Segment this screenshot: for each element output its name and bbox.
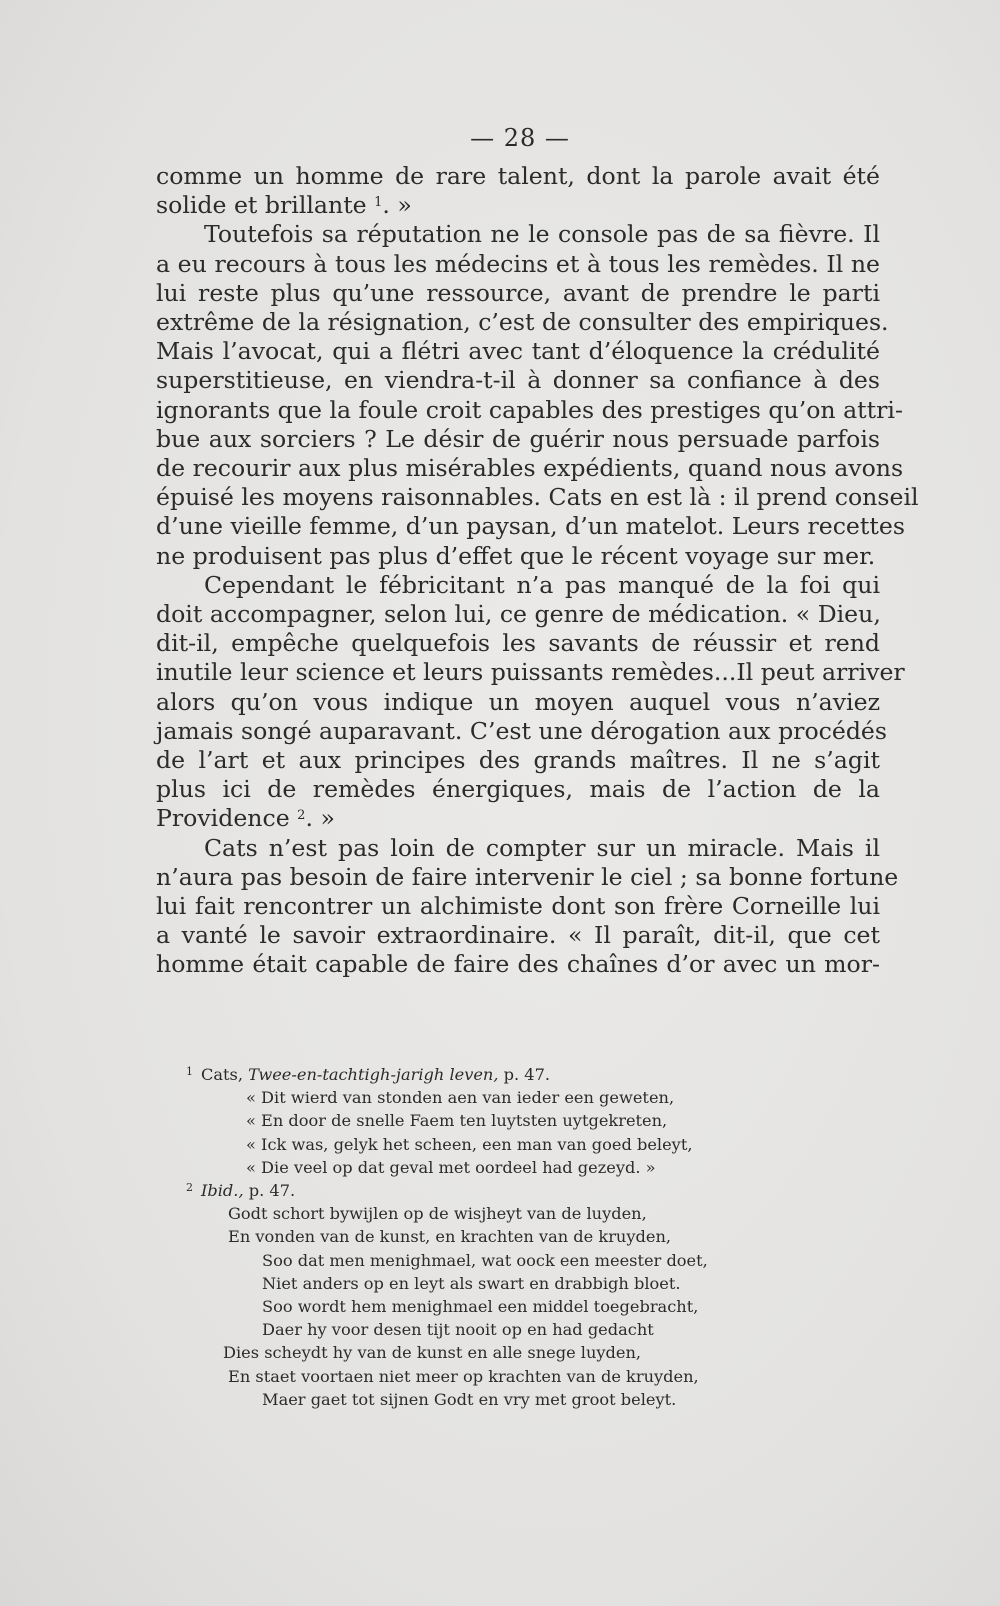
- footnote-ref[interactable]: 1: [374, 195, 383, 211]
- footnote-page: p. 47.: [248, 1181, 296, 1201]
- text-line: inutile leur science et leurs puissants remèdes...Il peut arriver: [156, 658, 905, 687]
- text-line: [156, 804, 880, 833]
- text-line: Cependant le fébricitant n’a pas manqué de la foi qui: [204, 570, 880, 599]
- footnote-verse-line: Soo dat men menighmael, wat oock een meester doet,: [262, 1250, 708, 1270]
- text-line: homme était capable de faire des chaînes d’or avec un mor-: [156, 950, 880, 979]
- footnote-verse-line: En staet voortaen niet meer op krachten van de kruyden,: [228, 1366, 699, 1386]
- text-line: épuisé les moyens raisonnables. Cats en est là : il prend conseil: [156, 483, 919, 512]
- text-line: jamais songé auparavant. C’est une dérogation aux procédés: [156, 716, 888, 745]
- footnote-verse-line: Dies scheydt hy van de kunst en alle snege luyden,: [223, 1343, 642, 1363]
- text-line: superstitieuse, en viendra-t-il à donner sa confiance à des: [156, 366, 880, 395]
- text-line: Cats n’est pas loin de compter sur un miracle. Mais il: [204, 833, 880, 862]
- footnote-verse-line: Godt schort bywijlen op de wisjheyt van de luyden,: [228, 1204, 647, 1224]
- footnote-verse-line: Daer hy voor desen tijt nooit op en had gedacht: [262, 1320, 654, 1340]
- text-fragment: . »: [382, 191, 412, 220]
- text-fragment: Providence: [156, 804, 290, 833]
- footnote-marker: 1: [186, 1065, 193, 1078]
- text-line: de l’art et aux principes des grands maîtres. Il ne s’agit: [156, 746, 880, 775]
- text-line: alors qu’on vous indique un moyen auquel vous n’aviez: [156, 687, 880, 716]
- footnote-verse-line: Maer gaet tot sijnen Godt en vry met groot beleyt.: [262, 1389, 677, 1409]
- text-line: d’une vieille femme, d’un paysan, d’un matelot. Leurs recettes: [156, 512, 905, 541]
- main-text: [156, 162, 919, 980]
- text-line: ne produisent pas plus d’effet que le récent voyage sur mer.: [156, 541, 876, 570]
- footnote-1: [186, 1063, 786, 1086]
- text-line: a eu recours à tous les médecins et à tous les remèdes. Il ne: [156, 249, 880, 278]
- footnote-ibid: Ibid.,: [201, 1181, 244, 1201]
- footnote-page: p. 47.: [503, 1065, 551, 1084]
- text-fragment: solide et brillante: [156, 191, 367, 220]
- footnote-author: Cats,: [201, 1065, 243, 1084]
- text-fragment: . »: [305, 804, 335, 833]
- footnote-verse-line: Soo wordt hem menighmael een middel toegebracht,: [262, 1297, 699, 1317]
- text-line: comme un homme de rare talent, dont la parole avait été: [156, 162, 880, 190]
- text-line: plus ici de remèdes énergiques, mais de l’action de la: [156, 775, 880, 804]
- text-line: n’aura pas besoin de faire intervenir le ciel ; sa bonne fortune: [156, 862, 899, 891]
- text-line: doit accompagner, selon lui, ce genre de médication. « Dieu,: [156, 600, 881, 629]
- footnote-verse-line: En vonden van de kunst, en krachten van de kruyden,: [228, 1227, 672, 1247]
- text-line: extrême de la résignation, c’est de consulter des empiriques.: [156, 308, 889, 337]
- page-number: — 28 —: [470, 124, 570, 152]
- text-line: de recourir aux plus misérables expédients, quand nous avons: [156, 454, 904, 483]
- footnote-ref[interactable]: 2: [297, 808, 306, 824]
- footnote-2: [186, 1179, 786, 1202]
- footnote-quote-line: « Dit wierd van stonden aen van ieder een geweten,: [246, 1088, 675, 1108]
- footnote-quote-line: « Die veel op dat geval met oordeel had gezeyd. »: [246, 1157, 656, 1177]
- text-line: bue aux sorciers ? Le désir de guérir nous persuade parfois: [156, 424, 880, 453]
- footnote-marker: 2: [186, 1181, 193, 1195]
- text-line: a vanté le savoir extraordinaire. « Il paraît, dit-il, que cet: [156, 921, 880, 950]
- text-line: Mais l’avocat, qui a flétri avec tant d’éloquence la crédulité: [156, 337, 880, 366]
- text-line: dit-il, empêche quelquefois les savants de réussir et rend: [156, 629, 880, 658]
- footnotes: [186, 1063, 786, 1411]
- footnote-work-title: Twee-en-tachtigh-jarigh leven,: [248, 1065, 499, 1084]
- text-line: ignorants que la foule croit capables des prestiges qu’on attri-: [156, 395, 903, 424]
- text-line: [156, 191, 880, 220]
- footnote-verse-line: Niet anders op en leyt als swart en drabbigh bloet.: [262, 1273, 681, 1293]
- footnote-quote-line: « Ick was, gelyk het scheen, een man van goed beleyt,: [246, 1134, 693, 1154]
- footnote-quote-line: « En door de snelle Faem ten luytsten uytgekreten,: [246, 1111, 668, 1131]
- text-line: lui reste plus qu’une ressource, avant de prendre le parti: [156, 278, 880, 307]
- text-line: lui fait rencontrer un alchimiste dont son frère Corneille lui: [156, 892, 880, 921]
- text-line: Toutefois sa réputation ne le console pas de sa fièvre. Il: [204, 220, 880, 249]
